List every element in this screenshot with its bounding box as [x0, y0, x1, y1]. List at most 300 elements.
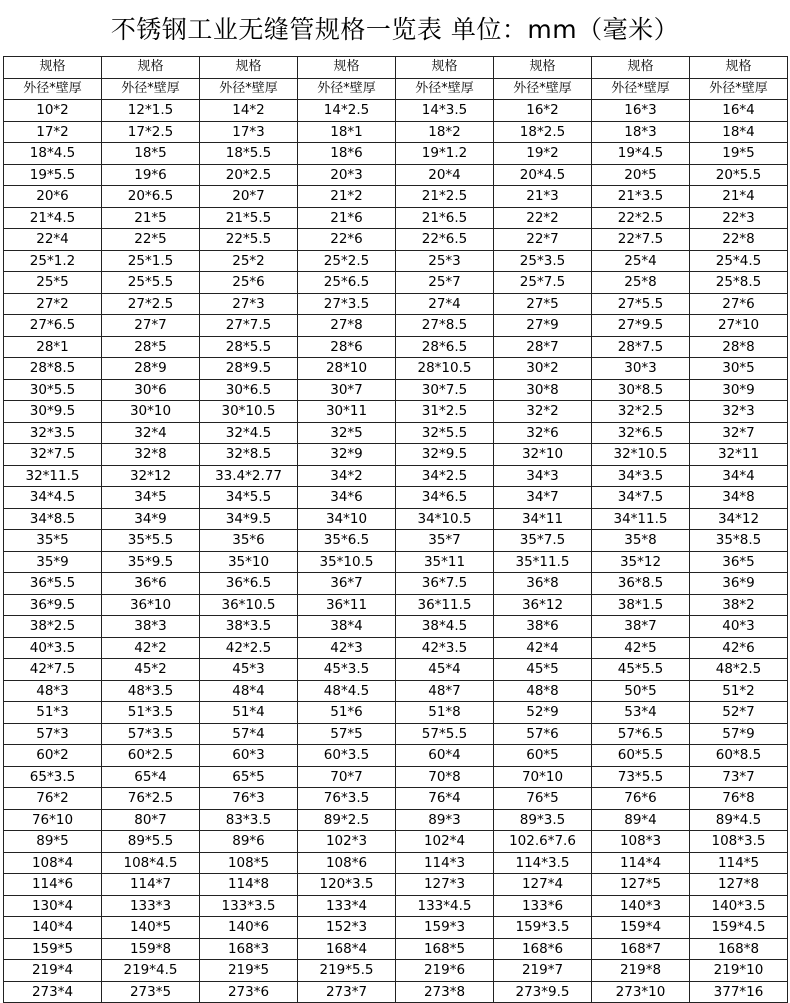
column-header-spec: 规格 [200, 57, 298, 79]
spec-cell: 20*5 [592, 164, 690, 186]
spec-cell: 28*8.5 [4, 358, 102, 380]
spec-cell: 32*9 [298, 444, 396, 466]
spec-cell: 25*3.5 [494, 250, 592, 272]
spec-cell: 25*1.2 [4, 250, 102, 272]
spec-cell: 28*7 [494, 336, 592, 358]
spec-cell: 32*9.5 [396, 444, 494, 466]
spec-cell: 21*4.5 [4, 207, 102, 229]
spec-cell: 159*4 [592, 917, 690, 939]
spec-cell: 57*3 [4, 723, 102, 745]
spec-cell: 42*2 [102, 637, 200, 659]
spec-cell: 42*4 [494, 637, 592, 659]
spec-cell: 65*4 [102, 766, 200, 788]
spec-cell: 32*4.5 [200, 422, 298, 444]
spec-cell: 30*10.5 [200, 401, 298, 423]
spec-cell: 22*4 [4, 229, 102, 251]
spec-cell: 73*5.5 [592, 766, 690, 788]
column-header-od-wall: 外径*壁厚 [494, 78, 592, 100]
table-row [4, 508, 788, 530]
column-header-spec: 规格 [298, 57, 396, 79]
spec-cell: 25*5 [4, 272, 102, 294]
spec-cell: 57*3.5 [102, 723, 200, 745]
table-row [4, 852, 788, 874]
spec-cell: 127*4 [494, 874, 592, 896]
spec-cell: 18*1 [298, 121, 396, 143]
spec-cell: 20*6.5 [102, 186, 200, 208]
spec-cell: 76*10 [4, 809, 102, 831]
spec-cell: 35*10 [200, 551, 298, 573]
spec-cell: 27*4 [396, 293, 494, 315]
spec-cell: 35*10.5 [298, 551, 396, 573]
spec-cell: 27*5 [494, 293, 592, 315]
spec-cell: 28*9.5 [200, 358, 298, 380]
spec-cell: 40*3 [690, 616, 788, 638]
spec-cell: 35*11 [396, 551, 494, 573]
spec-cell: 48*3 [4, 680, 102, 702]
table-row [4, 637, 788, 659]
spec-cell: 219*7 [494, 960, 592, 982]
table-row [4, 831, 788, 853]
spec-cell: 22*7 [494, 229, 592, 251]
spec-cell: 32*2.5 [592, 401, 690, 423]
spec-cell: 273*10 [592, 981, 690, 1003]
table-row [4, 594, 788, 616]
spec-cell: 89*3.5 [494, 809, 592, 831]
spec-cell: 36*5 [690, 551, 788, 573]
table-row [4, 938, 788, 960]
table-row [4, 315, 788, 337]
spec-cell: 34*7 [494, 487, 592, 509]
spec-cell: 57*4 [200, 723, 298, 745]
table-row [4, 487, 788, 509]
spec-cell: 18*4 [690, 121, 788, 143]
spec-cell: 65*3.5 [4, 766, 102, 788]
spec-cell: 73*7 [690, 766, 788, 788]
column-header-spec: 规格 [494, 57, 592, 79]
spec-cell: 60*4 [396, 745, 494, 767]
table-row [4, 960, 788, 982]
spec-cell: 48*2.5 [690, 659, 788, 681]
spec-cell: 20*4.5 [494, 164, 592, 186]
spec-cell: 30*9 [690, 379, 788, 401]
spec-cell: 133*3 [102, 895, 200, 917]
spec-cell: 27*8 [298, 315, 396, 337]
spec-cell: 34*8 [690, 487, 788, 509]
spec-cell: 17*3 [200, 121, 298, 143]
spec-cell: 30*5 [690, 358, 788, 380]
spec-cell: 108*4 [4, 852, 102, 874]
spec-cell: 273*5 [102, 981, 200, 1003]
spec-cell: 30*6 [102, 379, 200, 401]
spec-cell: 30*10 [102, 401, 200, 423]
spec-cell: 80*7 [102, 809, 200, 831]
spec-cell: 159*3 [396, 917, 494, 939]
spec-cell: 159*3.5 [494, 917, 592, 939]
spec-cell: 42*3.5 [396, 637, 494, 659]
spec-cell: 30*7.5 [396, 379, 494, 401]
spec-cell: 33.4*2.77 [200, 465, 298, 487]
spec-cell: 70*8 [396, 766, 494, 788]
column-header-spec: 规格 [592, 57, 690, 79]
spec-cell: 34*4 [690, 465, 788, 487]
spec-cell: 45*3.5 [298, 659, 396, 681]
spec-cell: 32*3 [690, 401, 788, 423]
table-row [4, 659, 788, 681]
spec-cell: 27*7.5 [200, 315, 298, 337]
spec-cell: 28*6.5 [396, 336, 494, 358]
table-row [4, 293, 788, 315]
spec-cell: 51*3.5 [102, 702, 200, 724]
spec-cell: 28*6 [298, 336, 396, 358]
spec-cell: 57*6 [494, 723, 592, 745]
spec-cell: 35*7.5 [494, 530, 592, 552]
spec-table [3, 56, 788, 1003]
spec-cell: 27*2 [4, 293, 102, 315]
spec-cell: 219*5.5 [298, 960, 396, 982]
spec-cell: 20*3 [298, 164, 396, 186]
spec-cell: 76*6 [592, 788, 690, 810]
spec-cell: 273*9.5 [494, 981, 592, 1003]
spec-cell: 70*10 [494, 766, 592, 788]
spec-cell: 38*1.5 [592, 594, 690, 616]
spec-cell: 168*8 [690, 938, 788, 960]
table-row [4, 874, 788, 896]
spec-cell: 32*8.5 [200, 444, 298, 466]
spec-cell: 36*12 [494, 594, 592, 616]
spec-cell: 159*5 [4, 938, 102, 960]
table-row [4, 336, 788, 358]
spec-cell: 21*5 [102, 207, 200, 229]
spec-cell: 34*5 [102, 487, 200, 509]
spec-cell: 18*3 [592, 121, 690, 143]
spec-cell: 30*2 [494, 358, 592, 380]
spec-cell: 57*6.5 [592, 723, 690, 745]
spec-cell: 48*7 [396, 680, 494, 702]
spec-cell: 48*3.5 [102, 680, 200, 702]
table-row [4, 143, 788, 165]
spec-cell: 28*5.5 [200, 336, 298, 358]
table-row [4, 766, 788, 788]
table-row [4, 100, 788, 122]
spec-cell: 38*7 [592, 616, 690, 638]
spec-cell: 32*12 [102, 465, 200, 487]
spec-cell: 20*4 [396, 164, 494, 186]
spec-cell: 83*3.5 [200, 809, 298, 831]
header-row [4, 57, 788, 79]
spec-cell: 32*7 [690, 422, 788, 444]
table-row [4, 573, 788, 595]
spec-cell: 168*7 [592, 938, 690, 960]
spec-cell: 53*4 [592, 702, 690, 724]
spec-cell: 133*4.5 [396, 895, 494, 917]
spec-cell: 32*6 [494, 422, 592, 444]
spec-cell: 219*4.5 [102, 960, 200, 982]
spec-cell: 34*9.5 [200, 508, 298, 530]
spec-cell: 114*6 [4, 874, 102, 896]
spec-cell: 36*11.5 [396, 594, 494, 616]
spec-cell: 32*11.5 [4, 465, 102, 487]
spec-cell: 19*5 [690, 143, 788, 165]
spec-cell: 36*9 [690, 573, 788, 595]
spec-cell: 45*5 [494, 659, 592, 681]
table-body [4, 57, 788, 1003]
spec-cell: 22*2 [494, 207, 592, 229]
table-row [4, 229, 788, 251]
spec-cell: 25*7 [396, 272, 494, 294]
table-row [4, 422, 788, 444]
spec-cell: 27*9 [494, 315, 592, 337]
spec-cell: 20*5.5 [690, 164, 788, 186]
spec-cell: 25*6.5 [298, 272, 396, 294]
spec-cell: 32*5 [298, 422, 396, 444]
spec-cell: 32*3.5 [4, 422, 102, 444]
spec-cell: 36*10.5 [200, 594, 298, 616]
table-row [4, 723, 788, 745]
spec-cell: 17*2.5 [102, 121, 200, 143]
spec-cell: 18*5.5 [200, 143, 298, 165]
spec-cell: 38*6 [494, 616, 592, 638]
spec-cell: 34*5.5 [200, 487, 298, 509]
spec-cell: 14*2.5 [298, 100, 396, 122]
spec-cell: 19*2 [494, 143, 592, 165]
spec-cell: 36*7 [298, 573, 396, 595]
table-row [4, 250, 788, 272]
spec-cell: 27*7 [102, 315, 200, 337]
spec-cell: 32*2 [494, 401, 592, 423]
spec-cell: 18*2.5 [494, 121, 592, 143]
spec-cell: 27*9.5 [592, 315, 690, 337]
spec-cell: 34*2 [298, 465, 396, 487]
spec-cell: 36*10 [102, 594, 200, 616]
page-title: 不锈钢工业无缝管规格一览表 单位：mm（毫米） [110, 15, 680, 44]
spec-cell: 57*9 [690, 723, 788, 745]
spec-cell: 36*8 [494, 573, 592, 595]
spec-cell: 25*4.5 [690, 250, 788, 272]
spec-cell: 45*2 [102, 659, 200, 681]
table-row [4, 444, 788, 466]
table-row [4, 745, 788, 767]
table-row [4, 788, 788, 810]
spec-cell: 19*5.5 [4, 164, 102, 186]
spec-cell: 70*7 [298, 766, 396, 788]
spec-cell: 25*8.5 [690, 272, 788, 294]
spec-cell: 25*2.5 [298, 250, 396, 272]
spec-cell: 152*3 [298, 917, 396, 939]
spec-cell: 34*3 [494, 465, 592, 487]
spec-cell: 140*3.5 [690, 895, 788, 917]
spec-cell: 25*2 [200, 250, 298, 272]
spec-cell: 48*4.5 [298, 680, 396, 702]
spec-cell: 32*5.5 [396, 422, 494, 444]
spec-cell: 14*2 [200, 100, 298, 122]
spec-cell: 18*5 [102, 143, 200, 165]
spec-cell: 76*2.5 [102, 788, 200, 810]
spec-cell: 108*6 [298, 852, 396, 874]
spec-cell: 273*4 [4, 981, 102, 1003]
spec-cell: 50*5 [592, 680, 690, 702]
spec-cell: 22*3 [690, 207, 788, 229]
table-row [4, 186, 788, 208]
column-header-spec: 规格 [690, 57, 788, 79]
spec-cell: 60*2 [4, 745, 102, 767]
spec-cell: 76*2 [4, 788, 102, 810]
spec-cell: 30*7 [298, 379, 396, 401]
spec-cell: 35*5 [4, 530, 102, 552]
spec-cell: 16*2 [494, 100, 592, 122]
column-header-od-wall: 外径*壁厚 [298, 78, 396, 100]
spec-cell: 38*3.5 [200, 616, 298, 638]
column-header-od-wall: 外径*壁厚 [396, 78, 494, 100]
spec-cell: 42*5 [592, 637, 690, 659]
spec-cell: 35*8.5 [690, 530, 788, 552]
table-row [4, 272, 788, 294]
spec-cell: 22*2.5 [592, 207, 690, 229]
spec-cell: 108*3.5 [690, 831, 788, 853]
spec-cell: 45*3 [200, 659, 298, 681]
spec-cell: 27*3.5 [298, 293, 396, 315]
spec-cell: 25*6 [200, 272, 298, 294]
spec-cell: 89*6 [200, 831, 298, 853]
spec-cell: 34*10.5 [396, 508, 494, 530]
table-row [4, 121, 788, 143]
spec-cell: 127*3 [396, 874, 494, 896]
spec-cell: 21*6.5 [396, 207, 494, 229]
spec-cell: 18*6 [298, 143, 396, 165]
spec-cell: 21*4 [690, 186, 788, 208]
spec-cell: 273*7 [298, 981, 396, 1003]
spec-cell: 127*5 [592, 874, 690, 896]
spec-cell: 27*8.5 [396, 315, 494, 337]
spec-cell: 159*4.5 [690, 917, 788, 939]
spec-cell: 133*3.5 [200, 895, 298, 917]
spec-cell: 36*7.5 [396, 573, 494, 595]
spec-cell: 32*10.5 [592, 444, 690, 466]
spec-cell: 32*10 [494, 444, 592, 466]
spec-cell: 35*11.5 [494, 551, 592, 573]
spec-cell: 25*3 [396, 250, 494, 272]
spec-cell: 35*5.5 [102, 530, 200, 552]
spec-cell: 102*4 [396, 831, 494, 853]
spec-cell: 51*4 [200, 702, 298, 724]
spec-cell: 34*6.5 [396, 487, 494, 509]
spec-cell: 34*6 [298, 487, 396, 509]
spec-cell: 60*3.5 [298, 745, 396, 767]
spec-cell: 25*4 [592, 250, 690, 272]
spec-cell: 51*8 [396, 702, 494, 724]
spec-cell: 76*4 [396, 788, 494, 810]
spec-cell: 35*7 [396, 530, 494, 552]
spec-cell: 22*7.5 [592, 229, 690, 251]
spec-cell: 60*5 [494, 745, 592, 767]
spec-cell: 38*4 [298, 616, 396, 638]
spec-cell: 42*6 [690, 637, 788, 659]
spec-cell: 22*6.5 [396, 229, 494, 251]
table-row [4, 164, 788, 186]
spec-cell: 30*8.5 [592, 379, 690, 401]
spec-cell: 35*8 [592, 530, 690, 552]
table-row [4, 358, 788, 380]
column-header-spec: 规格 [396, 57, 494, 79]
spec-cell: 38*3 [102, 616, 200, 638]
spec-cell: 35*9.5 [102, 551, 200, 573]
table-row [4, 917, 788, 939]
spec-cell: 32*8 [102, 444, 200, 466]
spec-cell: 36*8.5 [592, 573, 690, 595]
spec-cell: 159*8 [102, 938, 200, 960]
spec-cell: 60*2.5 [102, 745, 200, 767]
spec-cell: 18*4.5 [4, 143, 102, 165]
spec-cell: 32*4 [102, 422, 200, 444]
header-row [4, 78, 788, 100]
spec-cell: 28*10.5 [396, 358, 494, 380]
column-header-od-wall: 外径*壁厚 [200, 78, 298, 100]
spec-cell: 28*7.5 [592, 336, 690, 358]
spec-cell: 30*3 [592, 358, 690, 380]
spec-cell: 57*5 [298, 723, 396, 745]
spec-cell: 76*3.5 [298, 788, 396, 810]
spec-cell: 76*3 [200, 788, 298, 810]
spec-cell: 114*3.5 [494, 852, 592, 874]
table-row [4, 981, 788, 1003]
spec-cell: 27*5.5 [592, 293, 690, 315]
spec-cell: 20*6 [4, 186, 102, 208]
spec-cell: 25*1.5 [102, 250, 200, 272]
spec-cell: 19*4.5 [592, 143, 690, 165]
table-row [4, 530, 788, 552]
spec-cell: 22*8 [690, 229, 788, 251]
spec-cell: 27*2.5 [102, 293, 200, 315]
table-row [4, 616, 788, 638]
spec-cell: 219*8 [592, 960, 690, 982]
spec-cell: 377*16 [690, 981, 788, 1003]
spec-cell: 27*6 [690, 293, 788, 315]
spec-cell: 34*12 [690, 508, 788, 530]
spec-cell: 102.6*7.6 [494, 831, 592, 853]
spec-cell: 51*3 [4, 702, 102, 724]
spec-cell: 140*4 [4, 917, 102, 939]
spec-cell: 27*10 [690, 315, 788, 337]
spec-cell: 25*7.5 [494, 272, 592, 294]
spec-cell: 30*9.5 [4, 401, 102, 423]
spec-cell: 35*6.5 [298, 530, 396, 552]
spec-cell: 168*5 [396, 938, 494, 960]
spec-cell: 89*5.5 [102, 831, 200, 853]
spec-cell: 114*5 [690, 852, 788, 874]
spec-cell: 34*3.5 [592, 465, 690, 487]
spec-cell: 168*3 [200, 938, 298, 960]
spec-cell: 45*4 [396, 659, 494, 681]
table-row [4, 465, 788, 487]
spec-cell: 17*2 [4, 121, 102, 143]
spec-cell: 30*6.5 [200, 379, 298, 401]
spec-cell: 114*4 [592, 852, 690, 874]
spec-cell: 42*3 [298, 637, 396, 659]
table-row [4, 551, 788, 573]
spec-cell: 40*3.5 [4, 637, 102, 659]
spec-cell: 31*2.5 [396, 401, 494, 423]
spec-cell: 36*9.5 [4, 594, 102, 616]
spec-cell: 16*3 [592, 100, 690, 122]
spec-cell: 36*11 [298, 594, 396, 616]
spec-cell: 32*7.5 [4, 444, 102, 466]
column-header-spec: 规格 [102, 57, 200, 79]
spec-cell: 34*11 [494, 508, 592, 530]
spec-cell: 42*7.5 [4, 659, 102, 681]
spec-cell: 273*6 [200, 981, 298, 1003]
spec-cell: 35*12 [592, 551, 690, 573]
spec-cell: 120*3.5 [298, 874, 396, 896]
spec-cell: 12*1.5 [102, 100, 200, 122]
